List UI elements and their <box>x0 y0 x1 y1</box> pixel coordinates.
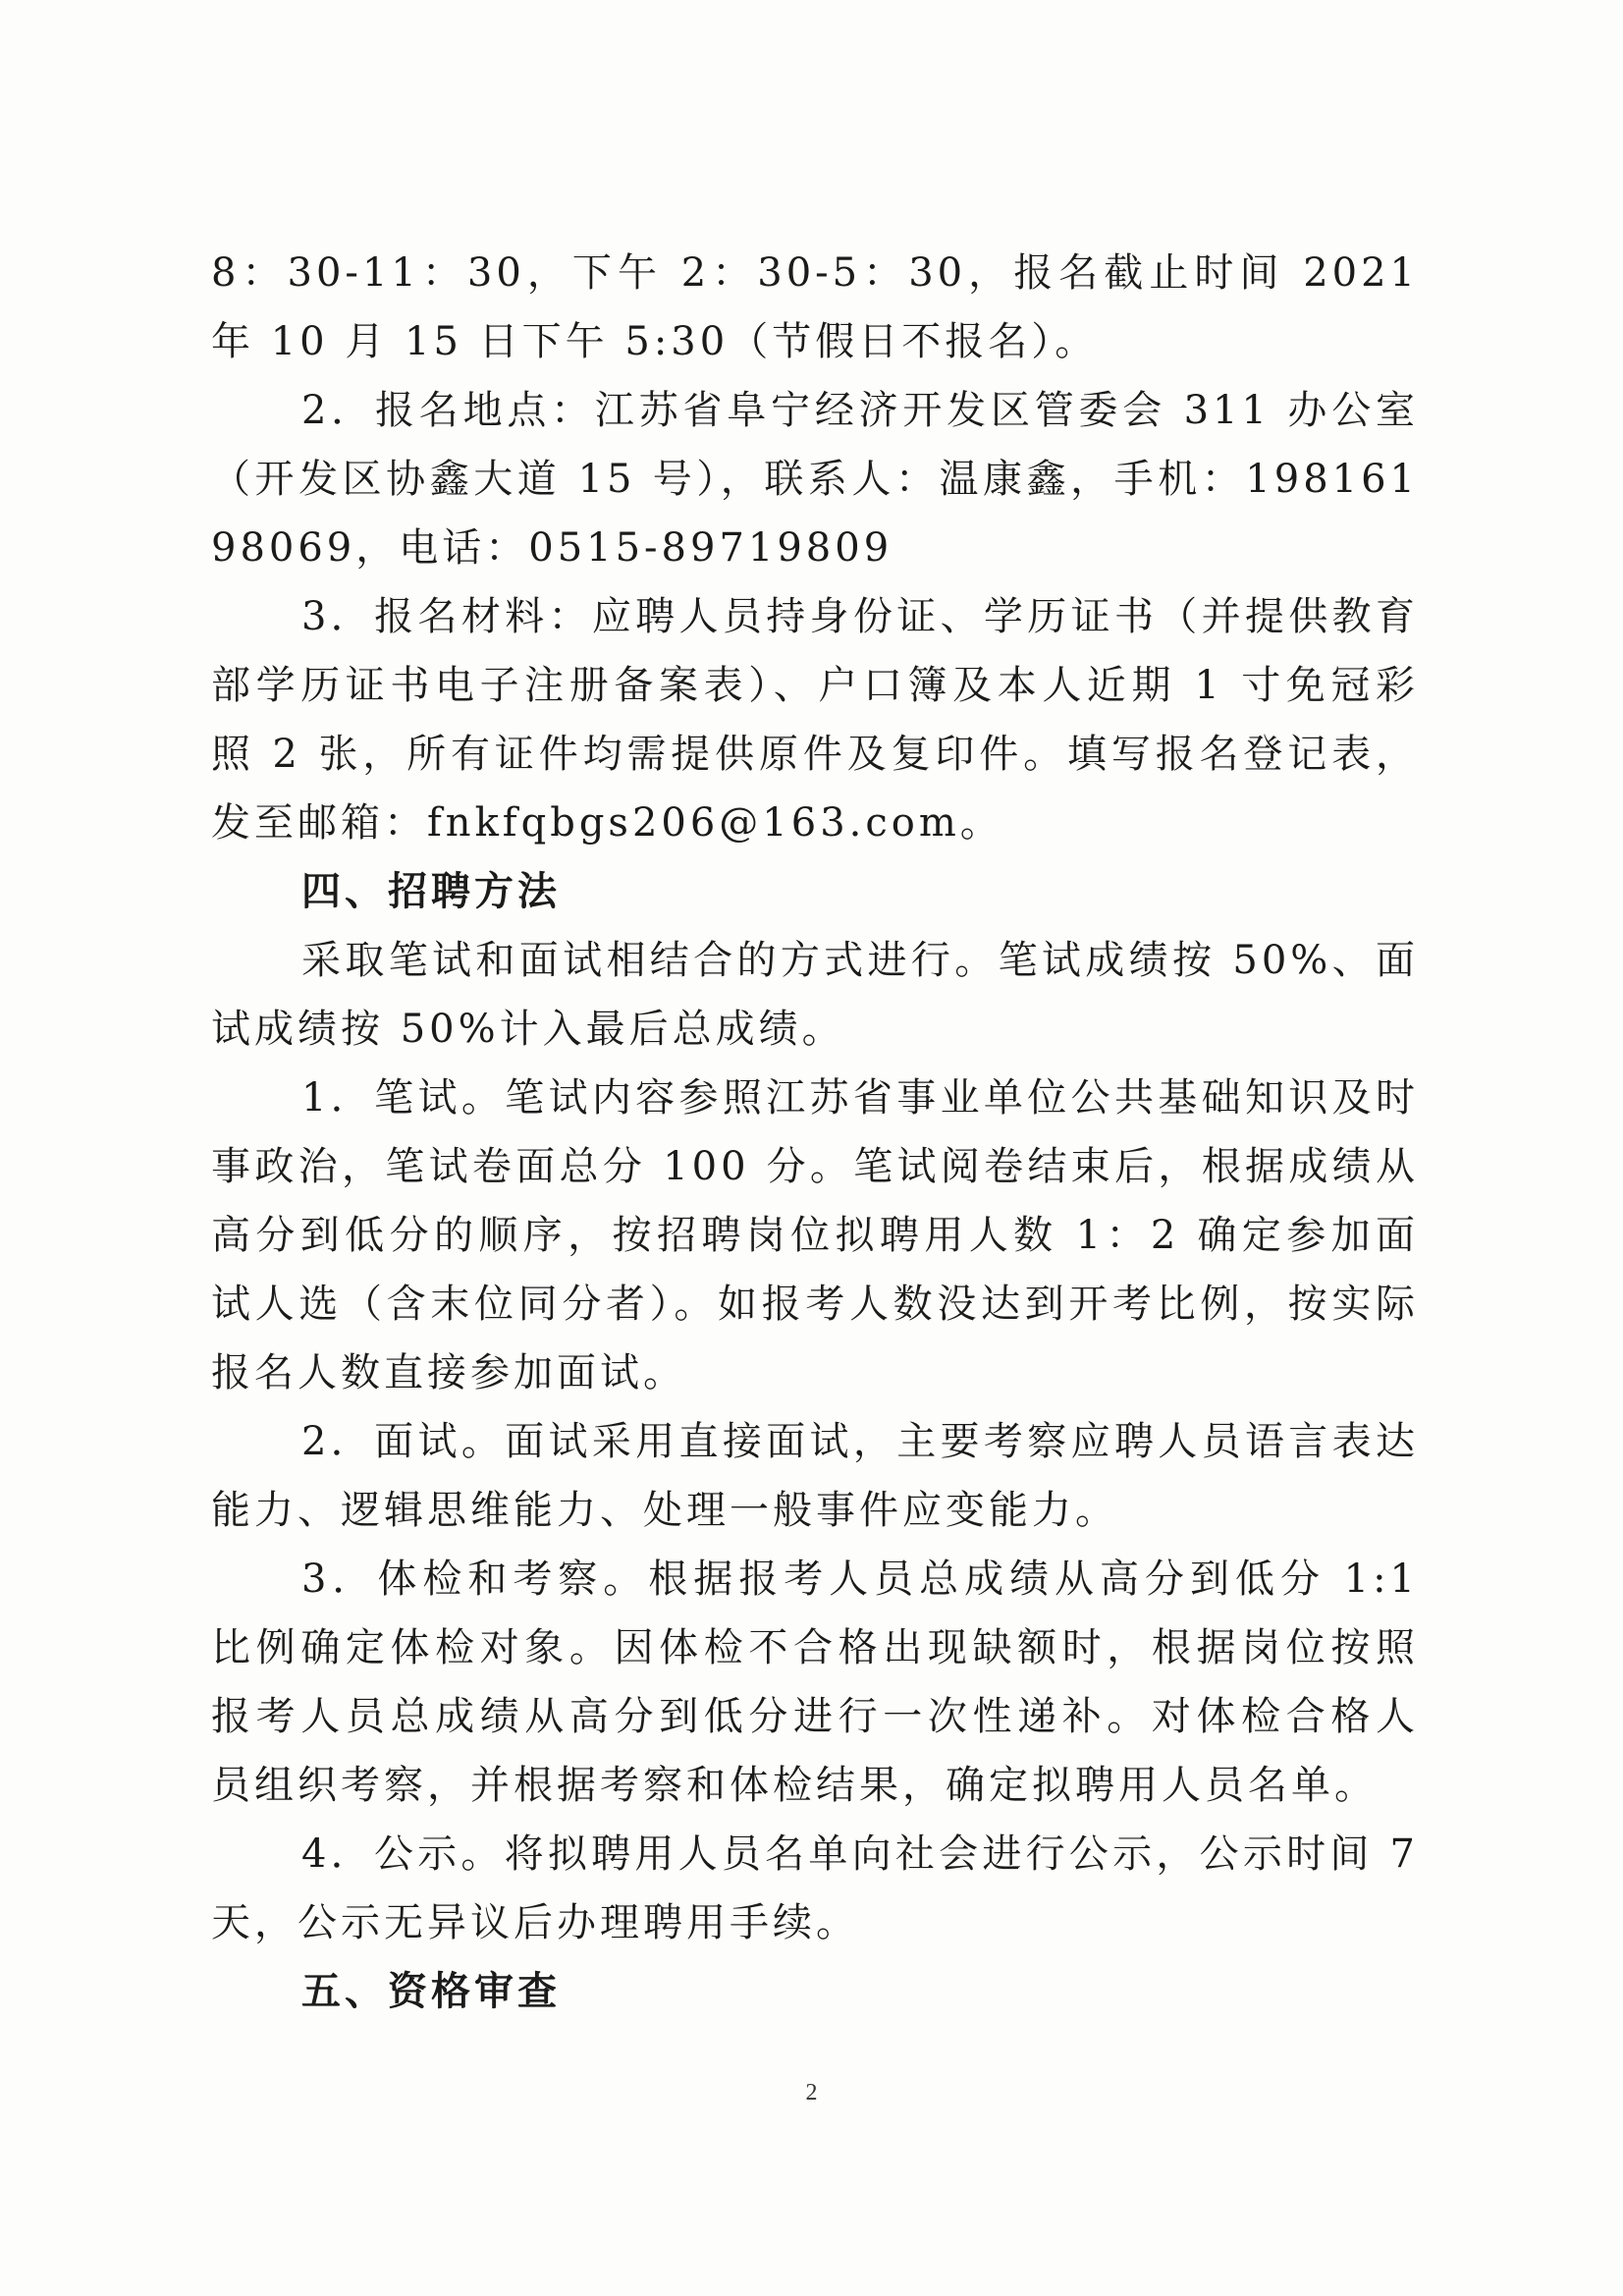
section-heading-recruitment-method: 四、招聘方法 <box>301 869 561 914</box>
paragraph-method-overview: 采取笔试和面试相结合的方式进行。笔试成绩按 50%、面试成绩按 50%计入最后总成绩。 <box>211 938 1419 1052</box>
page-number: 2 <box>805 2080 818 2105</box>
paragraph-registration-time: 8：30-11：30，下午 2：30-5：30，报名截止时间 2021 年 10 月 15 日下午 5:30（节假日不报名）。 <box>211 250 1419 364</box>
paragraph-registration-location: 2．报名地点：江苏省阜宁经济开发区管委会 311 办公室（开发区协鑫大道 15 号），联系人：温康鑫，手机：19816198069，电话：0515-89719809 <box>211 388 1419 571</box>
paragraph-physical-exam: 3．体检和考察。根据报考人员总成绩从高分到低分 1:1 比例确定体检对象。因体检不合格出现缺额时，根据岗位按照报考人员总成绩从高分到低分进行一次性递补。对体检合格人员组织考察，并根据考察和体检结果，确定拟聘用人员名单。 <box>211 1557 1419 1808</box>
document-body <box>211 239 1419 2026</box>
paragraph-interview: 2．面试。面试采用直接面试，主要考察应聘人员语言表达能力、逻辑思维能力、处理一般事件应变能力。 <box>211 1419 1419 1533</box>
paragraph-registration-materials: 3．报名材料：应聘人员持身份证、学历证书（并提供教育部学历证书电子注册备案表）、户口簿及本人近期 1 寸免冠彩照 2 张，所有证件均需提供原件及复印件。填写报名登记表，发至邮箱：fnkfqbgs206@163.com。 <box>211 594 1419 846</box>
paragraph-written-exam: 1．笔试。笔试内容参照江苏省事业单位公共基础知识及时事政治，笔试卷面总分 100 分。笔试阅卷结束后，根据成绩从高分到低分的顺序，按招聘岗位拟聘用人数 1：2 确定参加面试人选（含末位同分者）。如报考人数没达到开考比例，按实际报名人数直接参加面试。 <box>211 1075 1419 1395</box>
paragraph-publicity: 4．公示。将拟聘用人员名单向社会进行公示，公示时间 7 天，公示无异议后办理聘用手续。 <box>211 1831 1419 1945</box>
section-heading-qualification-review: 五、资格审查 <box>301 1969 561 2014</box>
